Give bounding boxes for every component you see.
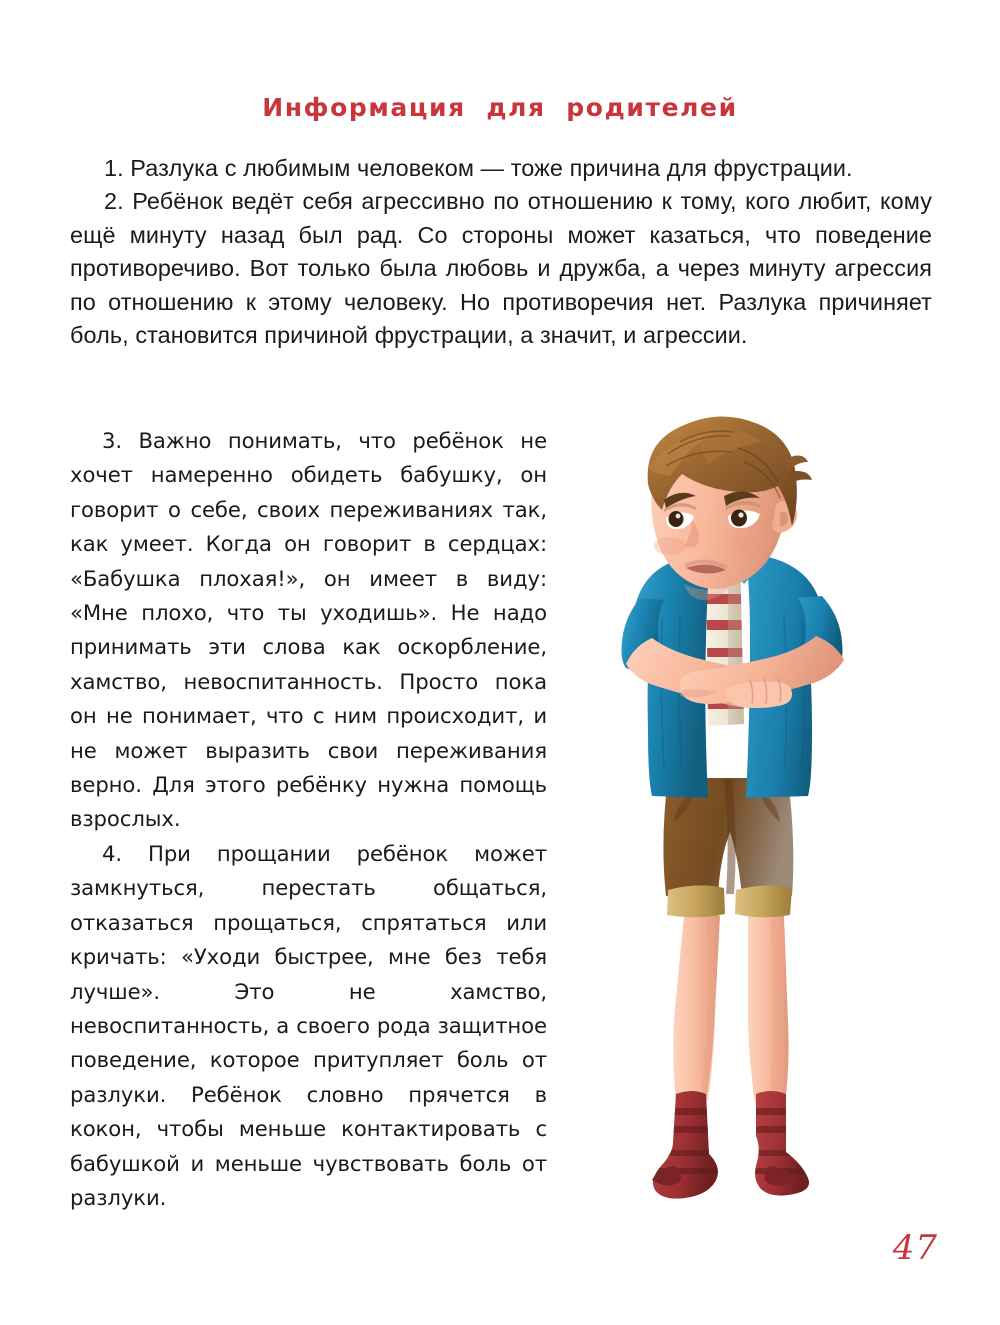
paragraph-2: 2. Ребёнок ведёт себя агрессивно по отношению к тому, кого любит, кому ещё минуту назад был рад. Со стороны может казаться, что поведение противоречиво. Вот только была любовь и дружба, а через минуту агрессия по отношению к этому человеку. Но противоречия нет. Разлука причиняет боль, становится причиной фрустрации, а значит, и агрессии. <box>70 188 932 349</box>
intro-paragraphs <box>70 152 932 352</box>
paragraph-3: 3. Важно понимать, что ребёнок не хочет намеренно обидеть бабушку, он говорит о себе, своих переживаниях так, как умеет. Когда он говорит в сердцах: «Бабушка плохая!», он имеет в виду: «Мне плохо, что ты уходишь». Не надо принимать эти слова как оскорбление, хамство, невоспитанность. Просто пока он не понимает, что с ним происходит, и не может выразить свои переживания верно. Для этого ребёнку нужна помощь взрослых. <box>70 428 547 832</box>
page-title: Информация для родителей <box>262 93 738 122</box>
boy-illustration <box>588 408 888 1223</box>
paragraph-1: 1. Разлука с любимым человеком — тоже причина для фрустрации. <box>104 155 853 181</box>
shorts <box>663 778 793 917</box>
socks-and-feet <box>652 1091 816 1199</box>
page-number: 47 <box>892 1228 938 1268</box>
wrapped-paragraphs <box>70 424 547 1215</box>
legs <box>673 913 788 1103</box>
paragraph-4: 4. При прощании ребёнок может замкнуться, перестать общаться, отказаться прощаться, спрятаться или кричать: «Уходи быстрее, мне без тебя лучше». Это не хамство, невоспитанность, а своего рода защитное поведение, которое притупляет боль от разлуки. Ребёнок словно прячется в кокон, чтобы меньше контактировать с бабушкой и меньше чувствовать боль от разлуки. <box>70 840 547 1210</box>
